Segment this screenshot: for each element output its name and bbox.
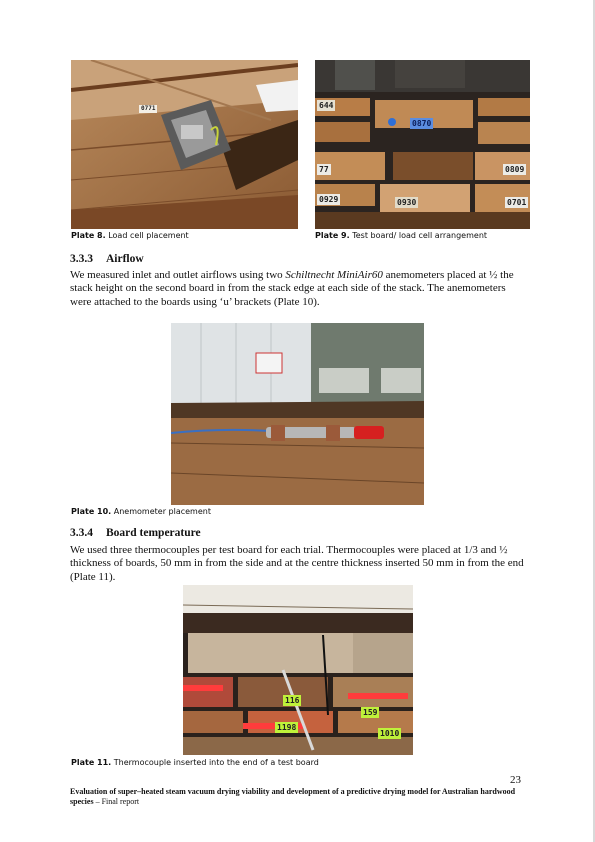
plate11-tag: 1010 — [380, 729, 400, 738]
plate8-stamp: 0771 — [141, 105, 156, 112]
section-title: Board temperature — [106, 527, 201, 539]
plate9-caption-text: Test board/ load cell arrangement — [352, 231, 488, 240]
plate10-caption-label: Plate 10. — [71, 507, 112, 516]
airflow-text-2: anemometers placed at ½ the stack height on the second board in from the stack edge at each side of the stack. The anemometers were attached to the boards using ‘u’ brackets (Plate 10). — [70, 269, 514, 308]
page-number: 23 — [510, 774, 521, 786]
plate11-caption — [71, 758, 319, 767]
plate11-caption-text: Thermocouple inserted into the end of a test board — [113, 758, 319, 767]
airflow-paragraph — [70, 269, 528, 309]
plate9-photo — [315, 60, 530, 229]
plate10-photo — [171, 323, 424, 505]
anemometer-model: Schiltnecht MiniAir60 — [285, 269, 383, 281]
section-title: Airflow — [106, 253, 144, 265]
footer-title: Evaluation of super–heated steam vacuum drying viability and development of a predictive drying model for Australian hardwood species — [70, 787, 516, 806]
footer-suffix: – Final report — [93, 797, 140, 806]
plate11-photo — [183, 585, 413, 755]
airflow-text-1: We measured inlet and outlet airflows using two — [70, 269, 286, 281]
section-heading-airflow — [70, 253, 144, 265]
plate8-caption — [71, 231, 189, 240]
page-footer — [70, 787, 530, 807]
plate9-caption-label: Plate 9. — [315, 231, 350, 240]
plate9-caption — [315, 231, 487, 240]
plate10-caption-text: Anemometer placement — [113, 507, 211, 516]
plate9-tag: 0929 — [319, 195, 339, 204]
plate8-caption-label: Plate 8. — [71, 231, 106, 240]
plate11-caption-label: Plate 11. — [71, 758, 112, 767]
plate11-tag: 116 — [285, 696, 300, 705]
plate9-tag: 644 — [319, 101, 334, 110]
plate9-tag: 0870 — [412, 119, 432, 128]
plate11-tag: 159 — [363, 708, 378, 717]
section-heading-board-temperature — [70, 527, 201, 539]
plate9-tag: 0809 — [505, 165, 525, 174]
plate9-tag: 0930 — [397, 198, 417, 207]
plate8-caption-text: Load cell placement — [108, 231, 189, 240]
plate11-tag: 1198 — [277, 723, 297, 732]
plate8-photo — [71, 60, 298, 229]
section-number: 3.3.4 — [70, 527, 93, 539]
board-temperature-paragraph: We used three thermocouples per test board for each trial. Thermocouples were placed at 1/3 and ½ thickness of boards, 50 mm in from the side and at the centre thickness inserted 50 mm in from the end (Plate 11). — [70, 544, 524, 583]
plate10-caption — [71, 507, 211, 516]
plate9-tag: 77 — [319, 165, 329, 174]
plate9-tag: 0701 — [507, 198, 527, 207]
section-number: 3.3.3 — [70, 253, 93, 265]
